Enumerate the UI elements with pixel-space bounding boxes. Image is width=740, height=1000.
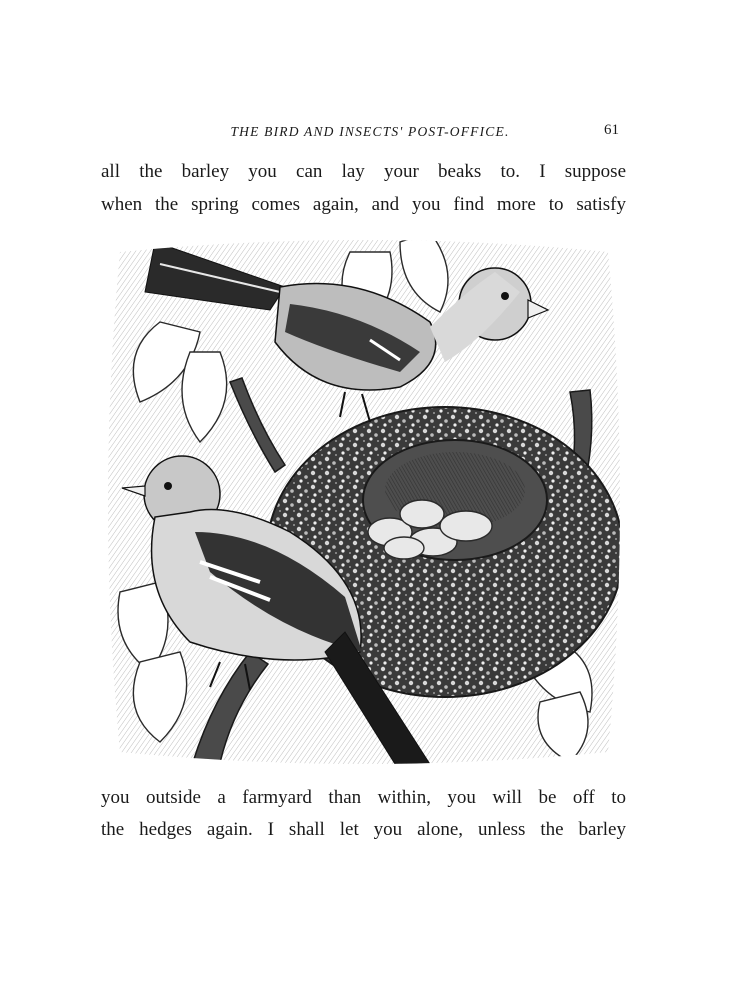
engraving-chaffinches-with-nest: [100, 232, 628, 772]
body-text-line: the hedges again. I shall let you alone, unless the barley: [101, 819, 626, 840]
body-text-line: you outside a farmyard than within, you will be off to: [101, 787, 626, 808]
running-head: THE BIRD AND INSECTS' POST-OFFICE.: [230, 124, 510, 139]
body-text-line: when the spring comes again, and you find more to satisfy: [101, 194, 626, 215]
page-number: 61: [604, 122, 619, 138]
body-text-line: all the barley you can lay your beaks to. I suppose: [101, 161, 626, 182]
